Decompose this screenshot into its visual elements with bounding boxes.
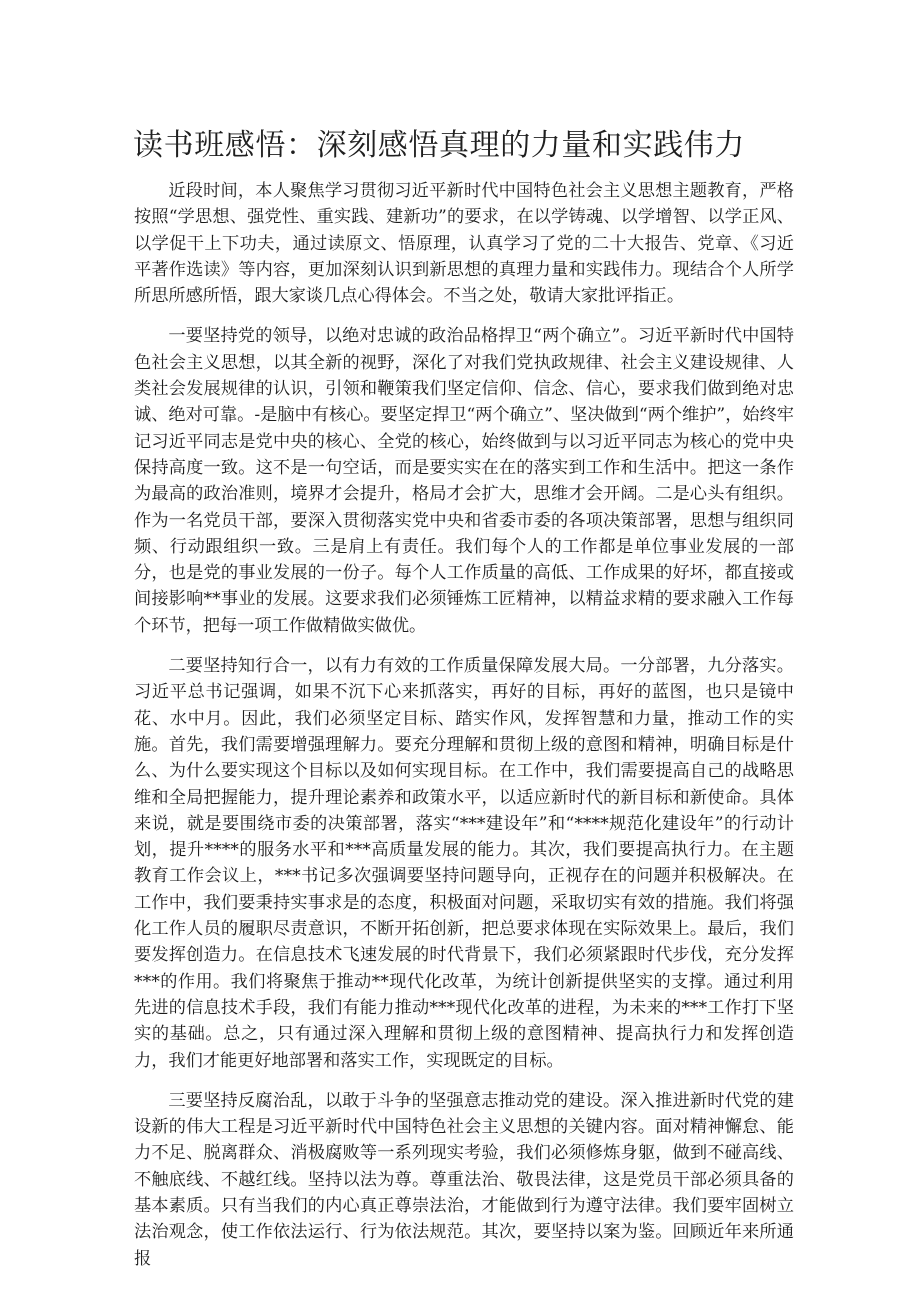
section-one-paragraph: 一要坚持党的领导，以绝对忠诚的政治品格捍卫“两个确立”。习近平新时代中国特色社会主义思想，以其全新的视野，深化了对我们党执政规律、社会主义建设规律、人类社会发展规律的认识，引领和鞭策我们坚定信仰、信念、信心，要求我们做到绝对忠诚、绝对可靠。-是脑中有核心。要坚定捍卫“两个确立”、坚决做到“两个维护”，始终牢记习近平同志是党中央的核心、全党的核心，始终做到与以习近平同志为核心的党中央保持高度一致。这不是一句空话，而是要实实在在的落实到工作和生活中。把这一条作为最高的政治准则，境界才会提升，格局才会扩大，思维才会开阔。二是心头有组织。作为一名党员干部，要深入贯彻落实党中央和省委市委的各项决策部署，思想与组织同频、行动跟组织一致。三是肩上有责任。我们每个人的工作都是单位事业发展的一部分，也是党的事业发展的一份子。每个人工作质量的高低、工作成果的好坏，都直接或间接影响**事业的发展。这要求我们必须锤炼工匠精神，以精益求精的要求融入工作每个环节，把每一项工作做精做实做优。 [134, 326, 794, 636]
intro-paragraph: 近段时间，本人聚焦学习贯彻习近平新时代中国特色社会主义思想主题教育，严格按照“学思想、强党性、重实践、建新功”的要求，在以学铸魂、以学增智、以学正风、以学促干上下功夫，通过读原文、悟原理，认真学习了党的二十大报告、党章、《习近平著作选读》等内容，更加深刻认识到新思想的真理力量和实践伟力。现结合个人所学所思所感所悟，跟大家谈几点心得体会。不当之处，敬请大家批评指正。 [134, 181, 794, 307]
document-title: 读书班感悟：深刻感悟真理的力量和实践伟力 [133, 128, 745, 163]
section-three-paragraph: 三要坚持反腐治乱，以敢于斗争的坚强意志推动党的建设。深入推进新时代党的建设新的伟大工程是习近平新时代中国特色社会主义思想的关键内容。面对精神懈怠、能力不足、脱离群众、消极腐败等一系列现实考验，我们必须修炼身躯，做到不碰高线、不触底线、不越红线。坚持以法为尊。尊重法治、敬畏法律，这是党员干部必须具备的基本素质。只有当我们的内心真正尊崇法治，才能做到行为遵守法律。我们要牢固树立法治观念，使工作依法运行、行为依法规范。其次，要坚持以案为鉴。回顾近年来所通报 [134, 1090, 794, 1269]
document-body [134, 178, 794, 1286]
section-two-paragraph: 二要坚持知行合一，以有力有效的工作质量保障发展大局。一分部署，九分落实。习近平总书记强调，如果不沉下心来抓落实，再好的目标，再好的蓝图，也只是镜中花、水中月。因此，我们必须坚定目标、踏实作风，发挥智慧和力量，推动工作的实施。首先，我们需要增强理解力。要充分理解和贯彻上级的意图和精神，明确目标是什么、为什么要实现这个目标以及如何实现目标。在工作中，我们需要提高自己的战略思维和全局把握能力，提升理论素养和政策水平，以适应新时代的新目标和新使命。具体来说，就是要围绕市委的决策部署，落实“***建设年”和“****规范化建设年”的行动计划，提升****的服务水平和***高质量发展的能力。其次，我们要提高执行力。在主题教育工作会议上，***书记多次强调要坚持问题导向，正视存在的问题并积极解决。在工作中，我们要秉持实事求是的态度，积极面对问题，采取切实有效的措施。我们将强化工作人员的履职尽责意识，不断开拓创新，把总要求体现在实际效果上。最后，我们要发挥创造力。在信息技术飞速发展的时代背景下，我们必须紧跟时代步伐，充分发挥***的作用。我们将聚焦于推动**现代化改革，为统计创新提供坚实的支撑。通过利用先进的信息技术手段，我们有能力推动***现代化改革的进程，为未来的***工作打下坚实的基础。总之，只有通过深入理解和贯彻上级的意图精神、提高执行力和发挥创造力，我们才能更好地部署和落实工作，实现既定的目标。 [134, 656, 794, 1071]
